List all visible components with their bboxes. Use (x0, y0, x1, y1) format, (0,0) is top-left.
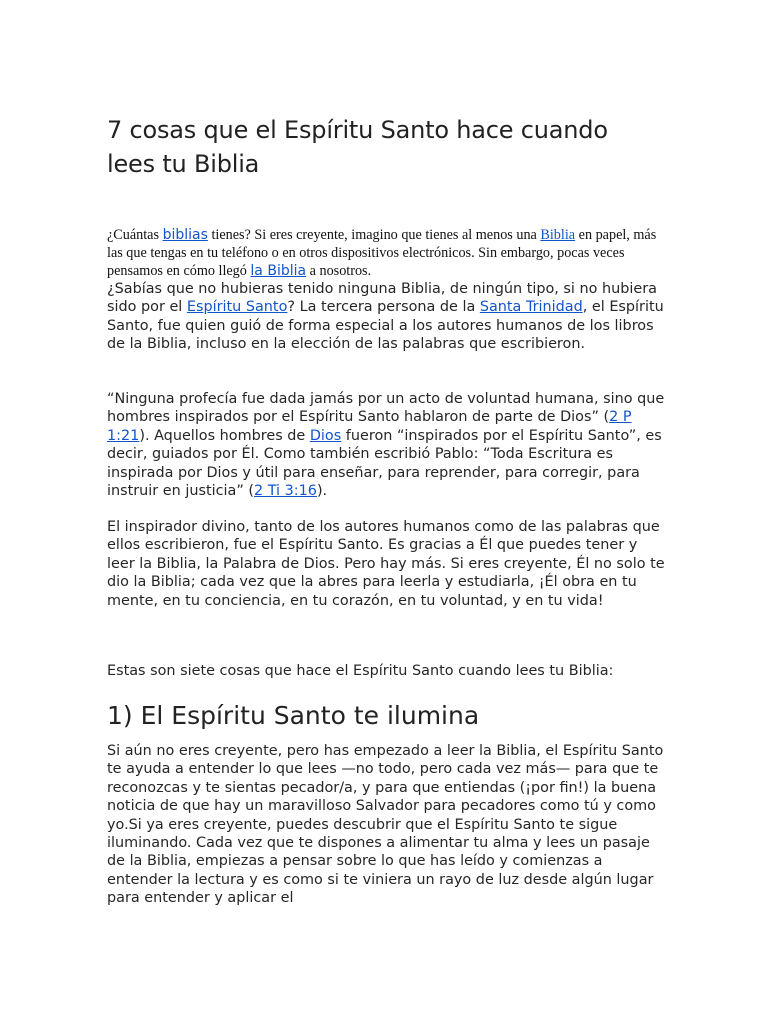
title-line-1: 7 cosas que el Espíritu Santo hace cuando (107, 116, 608, 144)
text-run: ¿Cuántas (107, 227, 163, 243)
link-espiritu-santo[interactable]: Espíritu Santo (186, 299, 288, 316)
text-run: “Ninguna profecía fue dada jamás por un acto de voluntad humana, sino que hombres inspirados por el Espíritu Santo hablaron de parte de Dios” ( (107, 391, 665, 426)
link-2-pedro-1-21[interactable]: 2 P 1:21 (107, 409, 632, 444)
text-run: , el Espíritu Santo, fue quien guió de forma especial a los autores humanos de los libros de la Biblia, incluso en la elección de las palabras que escribieron. (107, 299, 664, 353)
text-run: ). (316, 483, 328, 500)
paragraph-espiritu (107, 280, 667, 354)
text-run: fueron “inspirados por el Espíritu Santo”, es decir, guiados por Él. Como también escribió Pablo: “Toda Escritura es inspirada por Dios y útil para enseñar, para reprender, para corregir, para instruir en justicia” ( (107, 427, 662, 500)
section-heading-1: 1) El Espíritu Santo te ilumina (107, 701, 480, 730)
paragraph-ilumina: Si aún no eres creyente, pero has empezado a leer la Biblia, el Espíritu Santo te ayuda a entender lo que lees —no todo, pero cada vez más— para que te reconozcas y te sientas pecador/a, y para que entiendas (¡por fin!) la buena noticia de que hay un maravilloso Salvador para pecadores como tú y como yo.Si ya eres creyente, puedes descubrir que el Espíritu Santo te sigue iluminando. Cada vez que te dispones a alimentar tu alma y lees un pasaje de la Biblia, empiezas a pensar sobre lo que has leído y comienzas a entender la lectura y es como si te viniera un rayo de luz desde algún lugar para entender y aplicar el (107, 743, 664, 907)
link-2-timoteo-3-16[interactable]: 2 Ti 3:16 (253, 483, 317, 500)
text-run: ). Aquellos hombres de (139, 427, 310, 444)
link-dios[interactable]: Dios (309, 427, 342, 444)
text-run: ? La tercera persona de la (287, 299, 480, 316)
article-title (107, 113, 667, 181)
link-la-biblia[interactable]: la Biblia (250, 263, 307, 279)
paragraph-profecia (107, 390, 667, 500)
title-line-2: lees tu Biblia (107, 150, 260, 178)
text-run: ¿Sabías que no hubieras tenido ninguna Biblia, de ningún tipo, si no hubiera sido por el (107, 281, 657, 316)
link-biblias[interactable]: biblias (162, 227, 208, 243)
paragraph-siete-cosas: Estas son siete cosas que hace el Espíritu Santo cuando lees tu Biblia: (107, 663, 614, 679)
text-run: en papel, más las que tengas en tu teléfono o en otros dispositivos electrónicos. Sin embargo, pocas veces pensamos en cómo llegó (107, 227, 657, 279)
text-run: tienes? Si eres creyente, imagino que tienes al menos una (207, 227, 541, 243)
intro-paragraph (107, 226, 667, 280)
link-santa-trinidad[interactable]: Santa Trinidad (479, 299, 583, 316)
text-run: a nosotros. (306, 263, 372, 279)
link-biblia[interactable]: Biblia (540, 227, 576, 243)
paragraph-inspirador: El inspirador divino, tanto de los autores humanos como de las palabras que ellos escribieron, fue el Espíritu Santo. Es gracias a Él que puedes tener y leer la Biblia, la Palabra de Dios. Pero hay más. Si eres creyente, Él no solo te dio la Biblia; cada vez que la abres para leerla y estudiarla, ¡Él obra en tu mente, en tu conciencia, en tu corazón, en tu voluntad, y en tu vida! (107, 519, 665, 609)
